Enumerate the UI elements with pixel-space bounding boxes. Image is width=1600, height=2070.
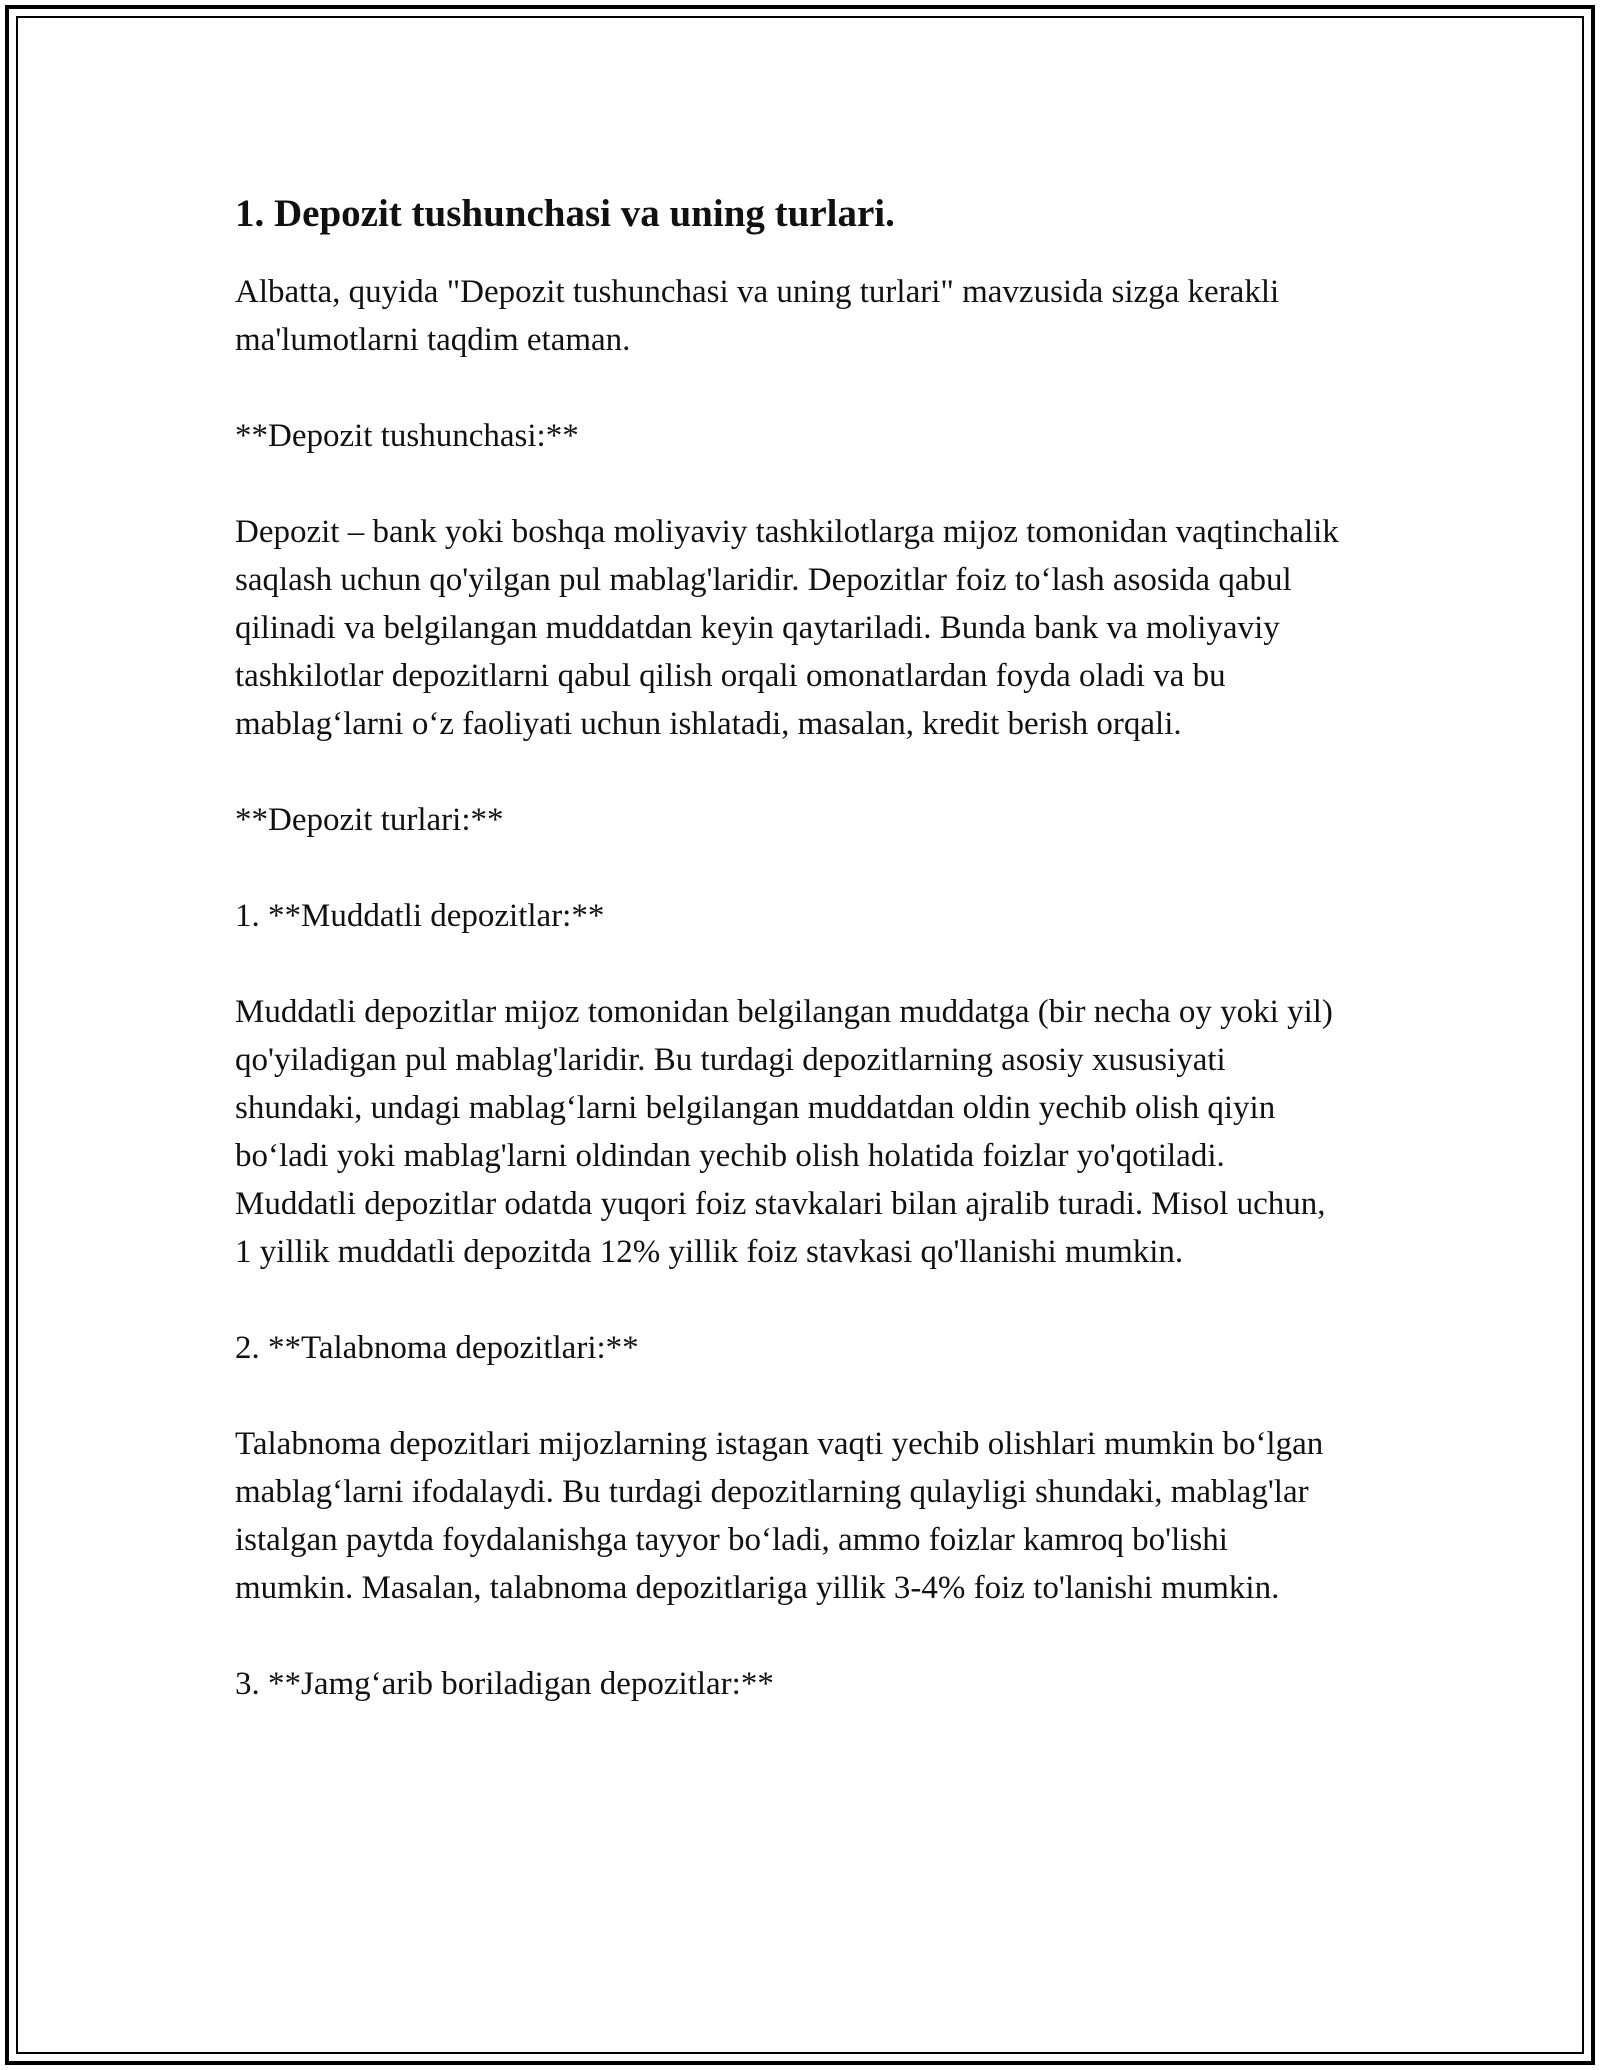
list-item-heading-demand-deposits: 2. **Talabnoma depozitlari:** (235, 1330, 639, 1366)
term-deposits-paragraph: Muddatli depozitlar mijoz tomonidan belgilangan muddatga (bir necha oy yoki yil) qo'yiladigan pul mablag'laridir. Bu turdagi depozitlarning asosiy xususiyati shundaki, undagi mablag‘larni belgilangan muddatdan oldin yechib olish qiyin bo‘ladi yoki mablag'larni oldindan yechib olish holatida foizlar yo'qotiladi. Muddatli depozitlar odatda yuqori foiz stavkalari bilan ajralib turadi. Misol uchun, 1 yillik muddatli depozitda 12% yillik foiz stavkasi qo'llanishi mumkin. (235, 994, 1333, 1270)
document-body (235, 190, 1350, 1756)
concept-paragraph: Depozit – bank yoki boshqa moliyaviy tashkilotlarga mijoz tomonidan vaqtinchalik saqlash uchun qo'yilgan pul mablag'laridir. Depozitlar foiz to‘lash asosida qabul qilinadi va belgilangan muddatdan keyin qaytariladi. Bunda bank va moliyaviy tashkilotlar depozitlarni qabul qilish orqali omonatlardan foyda oladi va bu mablag‘larni o‘z faoliyati uchun ishlatadi, masalan, kredit berish orqali. (235, 514, 1339, 742)
list-item-heading-term-deposits: 1. **Muddatli depozitlar:** (235, 898, 605, 934)
list-item-heading-savings-deposits: 3. **Jamg‘arib boriladigan depozitlar:** (235, 1666, 774, 1702)
section-heading-concept: **Depozit tushunchasi:** (235, 418, 579, 454)
document-title: 1. Depozit tushunchasi va uning turlari. (235, 192, 895, 235)
section-heading-types: **Depozit turlari:** (235, 802, 504, 838)
demand-deposits-paragraph: Talabnoma depozitlari mijozlarning istagan vaqti yechib olishlari mumkin bo‘lgan mablag‘larni ifodalaydi. Bu turdagi depozitlarning qulayligi shundaki, mablag'lar istalgan paytda foydalanishga tayyor bo‘ladi, ammo foizlar kamroq bo'lishi mumkin. Masalan, talabnoma depozitlariga yillik 3-4% foiz to'lanishi mumkin. (235, 1426, 1324, 1606)
intro-paragraph: Albatta, quyida "Depozit tushunchasi va uning turlari" mavzusida sizga kerakli ma'lumotlarni taqdim etaman. (235, 274, 1280, 358)
